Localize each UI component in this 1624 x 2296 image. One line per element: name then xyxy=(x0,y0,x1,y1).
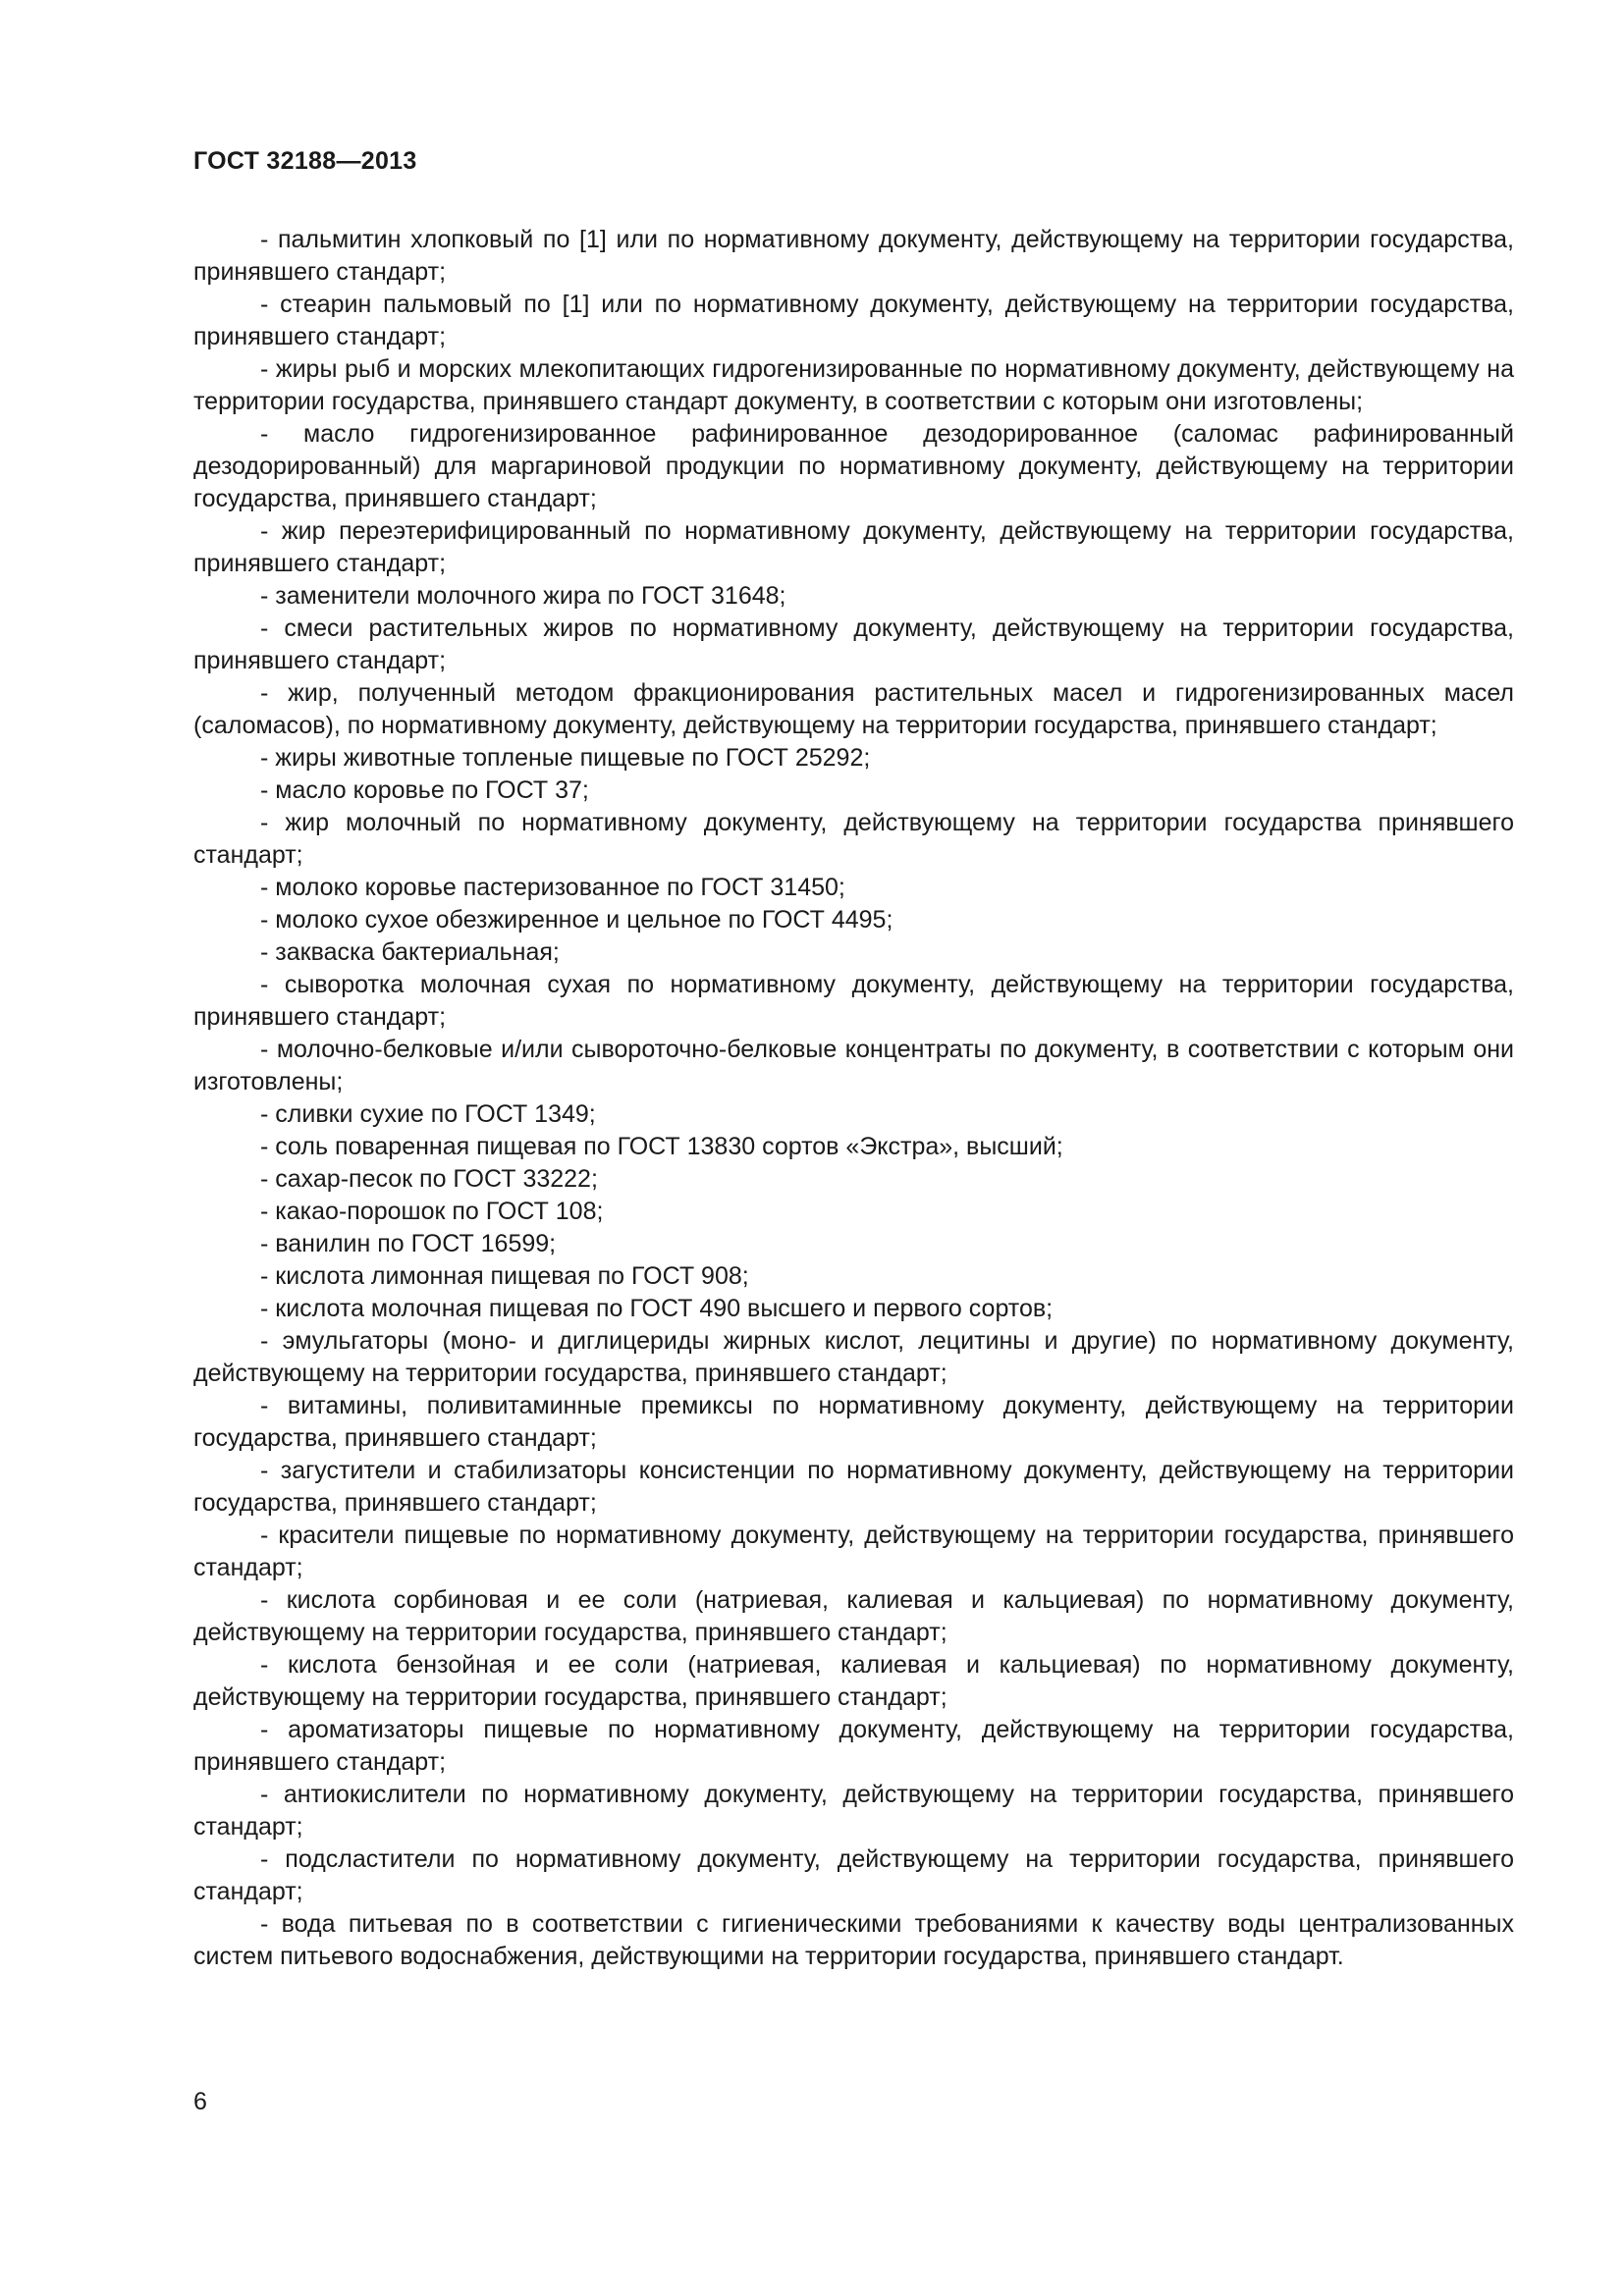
list-item: - витамины, поливитаминные премиксы по нормативному документу, действующему на территории государства, принявшего стандарт; xyxy=(193,1392,1514,1452)
page-number: 6 xyxy=(193,2088,207,2115)
list-item: - жир молочный по нормативному документу, действующему на территории государства принявшего стандарт; xyxy=(193,809,1514,869)
list-item: - жиры животные топленые пищевые по ГОСТ 25292; xyxy=(260,744,871,772)
list-item: - сахар-песок по ГОСТ 33222; xyxy=(260,1165,598,1193)
document-id-header: ГОСТ 32188—2013 xyxy=(193,147,417,175)
list-item: - пальмитин хлопковый по [1] или по нормативному документу, действующему на территории государства, принявшего стандарт; xyxy=(193,226,1514,286)
list-item: - сыворотка молочная сухая по нормативному документу, действующему на территории государства, принявшего стандарт; xyxy=(193,971,1514,1031)
list-item: - стеарин пальмовый по [1] или по нормативному документу, действующему на территории государства, принявшего стандарт; xyxy=(193,291,1514,350)
list-item: - жиры рыб и морских млекопитающих гидрогенизированные по нормативному документу, действующему на территории государства, принявшего стандарт документу, в соответствии с которым они изготовлены; xyxy=(193,355,1514,415)
ingredient-list xyxy=(193,224,1514,1973)
list-item: - молоко сухое обезжиренное и цельное по ГОСТ 4495; xyxy=(260,906,893,934)
list-item: - смеси растительных жиров по нормативному документу, действующему на территории государства, принявшего стандарт; xyxy=(193,614,1514,674)
list-item: - антиокислители по нормативному документу, действующему на территории государства, принявшего стандарт; xyxy=(193,1781,1514,1841)
list-item: - кислота молочная пищевая по ГОСТ 490 высшего и первого сортов; xyxy=(260,1295,1054,1322)
list-item: - масло гидрогенизированное рафинированное дезодорированное (саломас рафинированный дезодорированный) для маргариновой продукции по нормативному документу, действующему на территории государства, принявшего стандарт; xyxy=(193,420,1514,512)
list-item: - красители пищевые по нормативному документу, действующему на территории государства, принявшего стандарт; xyxy=(193,1522,1514,1581)
list-item: - соль поваренная пищевая по ГОСТ 13830 сортов «Экстра», высший; xyxy=(260,1133,1063,1160)
list-item: - жир, полученный методом фракционирования растительных масел и гидрогенизированных масел (саломасов), по нормативному документу, действующему на территории государства, принявшего стандарт; xyxy=(193,679,1514,739)
list-item: - молоко коровье пастеризованное по ГОСТ 31450; xyxy=(260,874,845,901)
list-item: - какао-порошок по ГОСТ 108; xyxy=(260,1198,604,1225)
list-item: - вода питьевая по в соответствии с гигиеническими требованиями к качеству воды централизованных систем питьевого водоснабжения, действующими на территории государства, принявшего стандарт. xyxy=(193,1910,1514,1970)
list-item: - кислота бензойная и ее соли (натриевая, калиевая и кальциевая) по нормативному документу, действующему на территории государства, принявшего стандарт; xyxy=(193,1651,1514,1711)
list-item: - сливки сухие по ГОСТ 1349; xyxy=(260,1100,596,1128)
list-item: - закваска бактериальная; xyxy=(260,938,560,966)
list-item: - жир переэтерифицированный по нормативному документу, действующему на территории государства, принявшего стандарт; xyxy=(193,517,1514,577)
list-item: - загустители и стабилизаторы консистенции по нормативному документу, действующему на территории государства, принявшего стандарт; xyxy=(193,1457,1514,1517)
list-item: - кислота лимонная пищевая по ГОСТ 908; xyxy=(260,1262,749,1290)
list-item: - заменители молочного жира по ГОСТ 31648; xyxy=(260,582,786,610)
list-item: - эмульгаторы (моно- и диглицериды жирных кислот, лецитины и другие) по нормативному документу, действующему на территории государства, принявшего стандарт; xyxy=(193,1327,1514,1387)
list-item: - ванилин по ГОСТ 16599; xyxy=(260,1230,557,1257)
list-item: - ароматизаторы пищевые по нормативному документу, действующему на территории государства, принявшего стандарт; xyxy=(193,1716,1514,1776)
list-item: - подсластители по нормативному документу, действующему на территории государства, принявшего стандарт; xyxy=(193,1845,1514,1905)
list-item: - масло коровье по ГОСТ 37; xyxy=(260,776,589,804)
list-item: - кислота сорбиновая и ее соли (натриевая, калиевая и кальциевая) по нормативному документу, действующему на территории государства, принявшего стандарт; xyxy=(193,1586,1514,1646)
list-item: - молочно-белковые и/или сывороточно-белковые концентраты по документу, в соответствии с которым они изготовлены; xyxy=(193,1036,1514,1095)
